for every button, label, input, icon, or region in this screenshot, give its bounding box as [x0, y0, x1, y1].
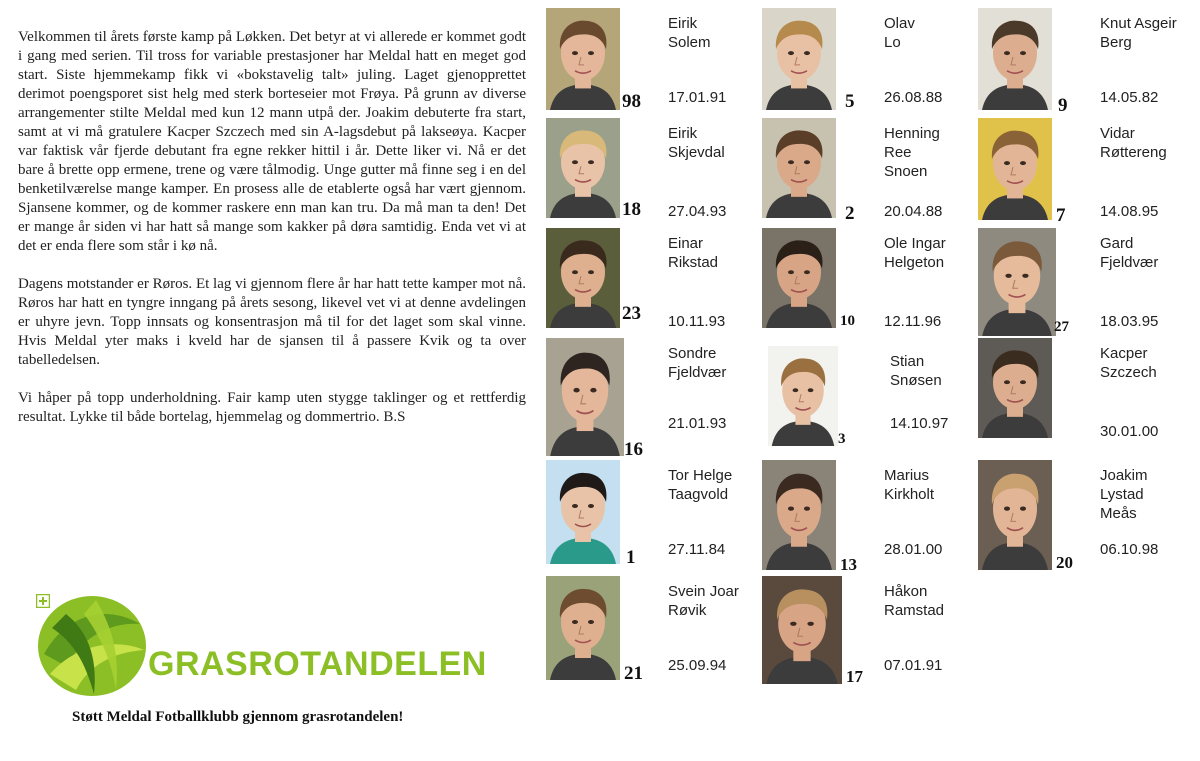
- face-portrait-icon: [768, 346, 838, 446]
- player-name: Tor Helge Taagvold: [668, 467, 733, 503]
- logo-wordmark: GRASROTANDELEN: [148, 645, 487, 683]
- player-name: Håkon Ramstad: [884, 583, 945, 619]
- player-name: Stian Snøsen: [890, 353, 942, 389]
- player-photo: [762, 460, 836, 570]
- face-portrait-icon: [978, 8, 1052, 110]
- player-name: Vidar Røttereng: [1100, 125, 1167, 161]
- jersey-number: 17: [846, 667, 863, 686]
- player-photo: [762, 576, 842, 684]
- article-text: [18, 28, 526, 427]
- jersey-number: 27: [1054, 319, 1069, 335]
- birth-date: 28.01.00: [884, 541, 943, 558]
- birth-date: 30.01.00: [1100, 423, 1159, 440]
- plus-mark-icon: [36, 594, 50, 608]
- face-portrait-icon: [762, 460, 836, 570]
- face-portrait-icon: [546, 338, 624, 456]
- jersey-number: 9: [1058, 95, 1068, 116]
- face-portrait-icon: [978, 228, 1056, 336]
- player-name: Kacper Szczech: [1100, 345, 1157, 381]
- player-name: Knut Asgeir Berg: [1100, 15, 1177, 51]
- player-name: Svein Joar Røvik: [668, 583, 739, 619]
- birth-date: 14.05.82: [1100, 89, 1159, 106]
- jersey-number: 23: [622, 303, 641, 324]
- birth-date: 14.10.97: [890, 415, 949, 432]
- jersey-number: 10: [840, 313, 855, 329]
- face-portrait-icon: [546, 576, 620, 680]
- player-photo: [978, 228, 1056, 336]
- birth-date: 27.11.84: [668, 541, 726, 558]
- player-name: Marius Kirkholt: [884, 467, 935, 503]
- player-photo: [546, 228, 620, 328]
- face-portrait-icon: [762, 576, 842, 684]
- face-portrait-icon: [762, 8, 836, 110]
- player-name: Sondre Fjeldvær: [668, 345, 727, 381]
- player-name: Eirik Solem: [668, 15, 711, 51]
- player-name: Ole Ingar Helgeton: [884, 235, 946, 271]
- face-portrait-icon: [762, 118, 836, 218]
- face-portrait-icon: [546, 8, 620, 110]
- player-photo: [546, 118, 620, 218]
- player-photo: [546, 576, 620, 680]
- face-portrait-icon: [546, 118, 620, 218]
- player-photo: [546, 338, 624, 456]
- player-name: Olav Lo: [884, 15, 915, 51]
- birth-date: 18.03.95: [1100, 313, 1159, 330]
- grasrot-leaf-icon: [36, 594, 148, 698]
- player-photo: [768, 346, 838, 446]
- jersey-number: 2: [845, 203, 855, 224]
- article-paragraph: Vi håper på topp underholdning. Fair kamp uten stygge taklinger og et rettferdig resultat. Lykke til både bortelag, hjemmelag og dommertrio. B.S: [18, 390, 526, 425]
- birth-date: 17.01.91: [668, 89, 727, 106]
- jersey-number: 16: [624, 439, 643, 460]
- face-portrait-icon: [546, 228, 620, 328]
- player-photo: [546, 8, 620, 110]
- jersey-number: 21: [624, 663, 643, 684]
- player-photo: [762, 8, 836, 110]
- jersey-number: 7: [1056, 205, 1066, 226]
- face-portrait-icon: [978, 118, 1052, 220]
- birth-date: 21.01.93: [668, 415, 727, 432]
- player-photo: [978, 8, 1052, 110]
- birth-date: 25.09.94: [668, 657, 727, 674]
- jersey-number: 13: [840, 555, 857, 574]
- jersey-number: 18: [622, 199, 641, 220]
- face-portrait-icon: [978, 338, 1052, 438]
- player-photo: [546, 460, 620, 564]
- player-photo: [978, 118, 1052, 220]
- birth-date: 06.10.98: [1100, 541, 1159, 558]
- jersey-number: 98: [622, 91, 641, 112]
- face-portrait-icon: [762, 228, 836, 328]
- grasrotandelen-logo: [36, 594, 487, 704]
- player-photo: [762, 118, 836, 218]
- article-paragraph: Velkommen til årets første kamp på Løkken. Det betyr at vi allerede er kommet godt i gang med serien. Til tross for variable prestasjoner har Meldal hatt en meget god start. Siste hjemmekamp fikk vi «bokstavelig talt» juling. Laget gjenopprettet derimot poengsporet sist helg med sterk borteseier mot Frøya. På grunn av diverse arrangementer stilte Meldal med kun 12 mann utpå der. Joakim debuterte fra start, samt at vi må gratulere Kacper Szczech med sin A-lagsdebut på lakseøya. Kacper var faktisk vår fjerde debutant fra egne rekker hittil i år. Dette liker vi. Nå er det bare å brette opp ermene, trene og være tålmodig. Unge gutter må finne seg i en del benketilværelse mange kamper. En prosess alle de etablerte også har vært gjennom. Sjansene kommer, og de kommer raskere enn man kan tru. Da må man ta den! Det er mange år siden vi har hatt så mange som kakker på døra samtidig. Enda vet vi at det er enda flere som står i kø nå.: [18, 29, 526, 254]
- birth-date: 10.11.93: [668, 313, 726, 330]
- birth-date: 20.04.88: [884, 203, 943, 220]
- jersey-number: 20: [1056, 553, 1073, 572]
- birth-date: 14.08.95: [1100, 203, 1159, 220]
- jersey-number: 1: [626, 547, 636, 568]
- birth-date: 12.11.96: [884, 313, 942, 330]
- player-name: Einar Rikstad: [668, 235, 719, 271]
- birth-date: 27.04.93: [668, 203, 727, 220]
- face-portrait-icon: [546, 460, 620, 564]
- article-paragraph: Dagens motstander er Røros. Et lag vi gjennom flere år har hatt tette kamper mot nå. Røros har hatt en tyngre inngang på årets sesong, likevel vet vi at denne avdelingen er uhyre jevn. Topp innsats og konsentrasjon må til for det laget som skal vinne. Hvis Meldal yter maks i kveld har de sjansen til å passere Kvik og ta over tabelledelsen.: [18, 276, 526, 368]
- player-name: Henning Ree Snoen: [884, 125, 940, 180]
- player-name: Eirik Skjevdal: [668, 125, 725, 161]
- birth-date: 07.01.91: [884, 657, 943, 674]
- jersey-number: 3: [838, 431, 846, 447]
- player-photo: [978, 460, 1052, 570]
- player-name: Gard Fjeldvær: [1100, 235, 1159, 271]
- player-photo: [762, 228, 836, 328]
- support-caption: Støtt Meldal Fotballklubb gjennom grasrotandelen!: [72, 709, 404, 725]
- player-name: Joakim Lystad Meås: [1100, 467, 1148, 522]
- birth-date: 26.08.88: [884, 89, 943, 106]
- face-portrait-icon: [978, 460, 1052, 570]
- player-photo: [978, 338, 1052, 438]
- jersey-number: 5: [845, 91, 855, 112]
